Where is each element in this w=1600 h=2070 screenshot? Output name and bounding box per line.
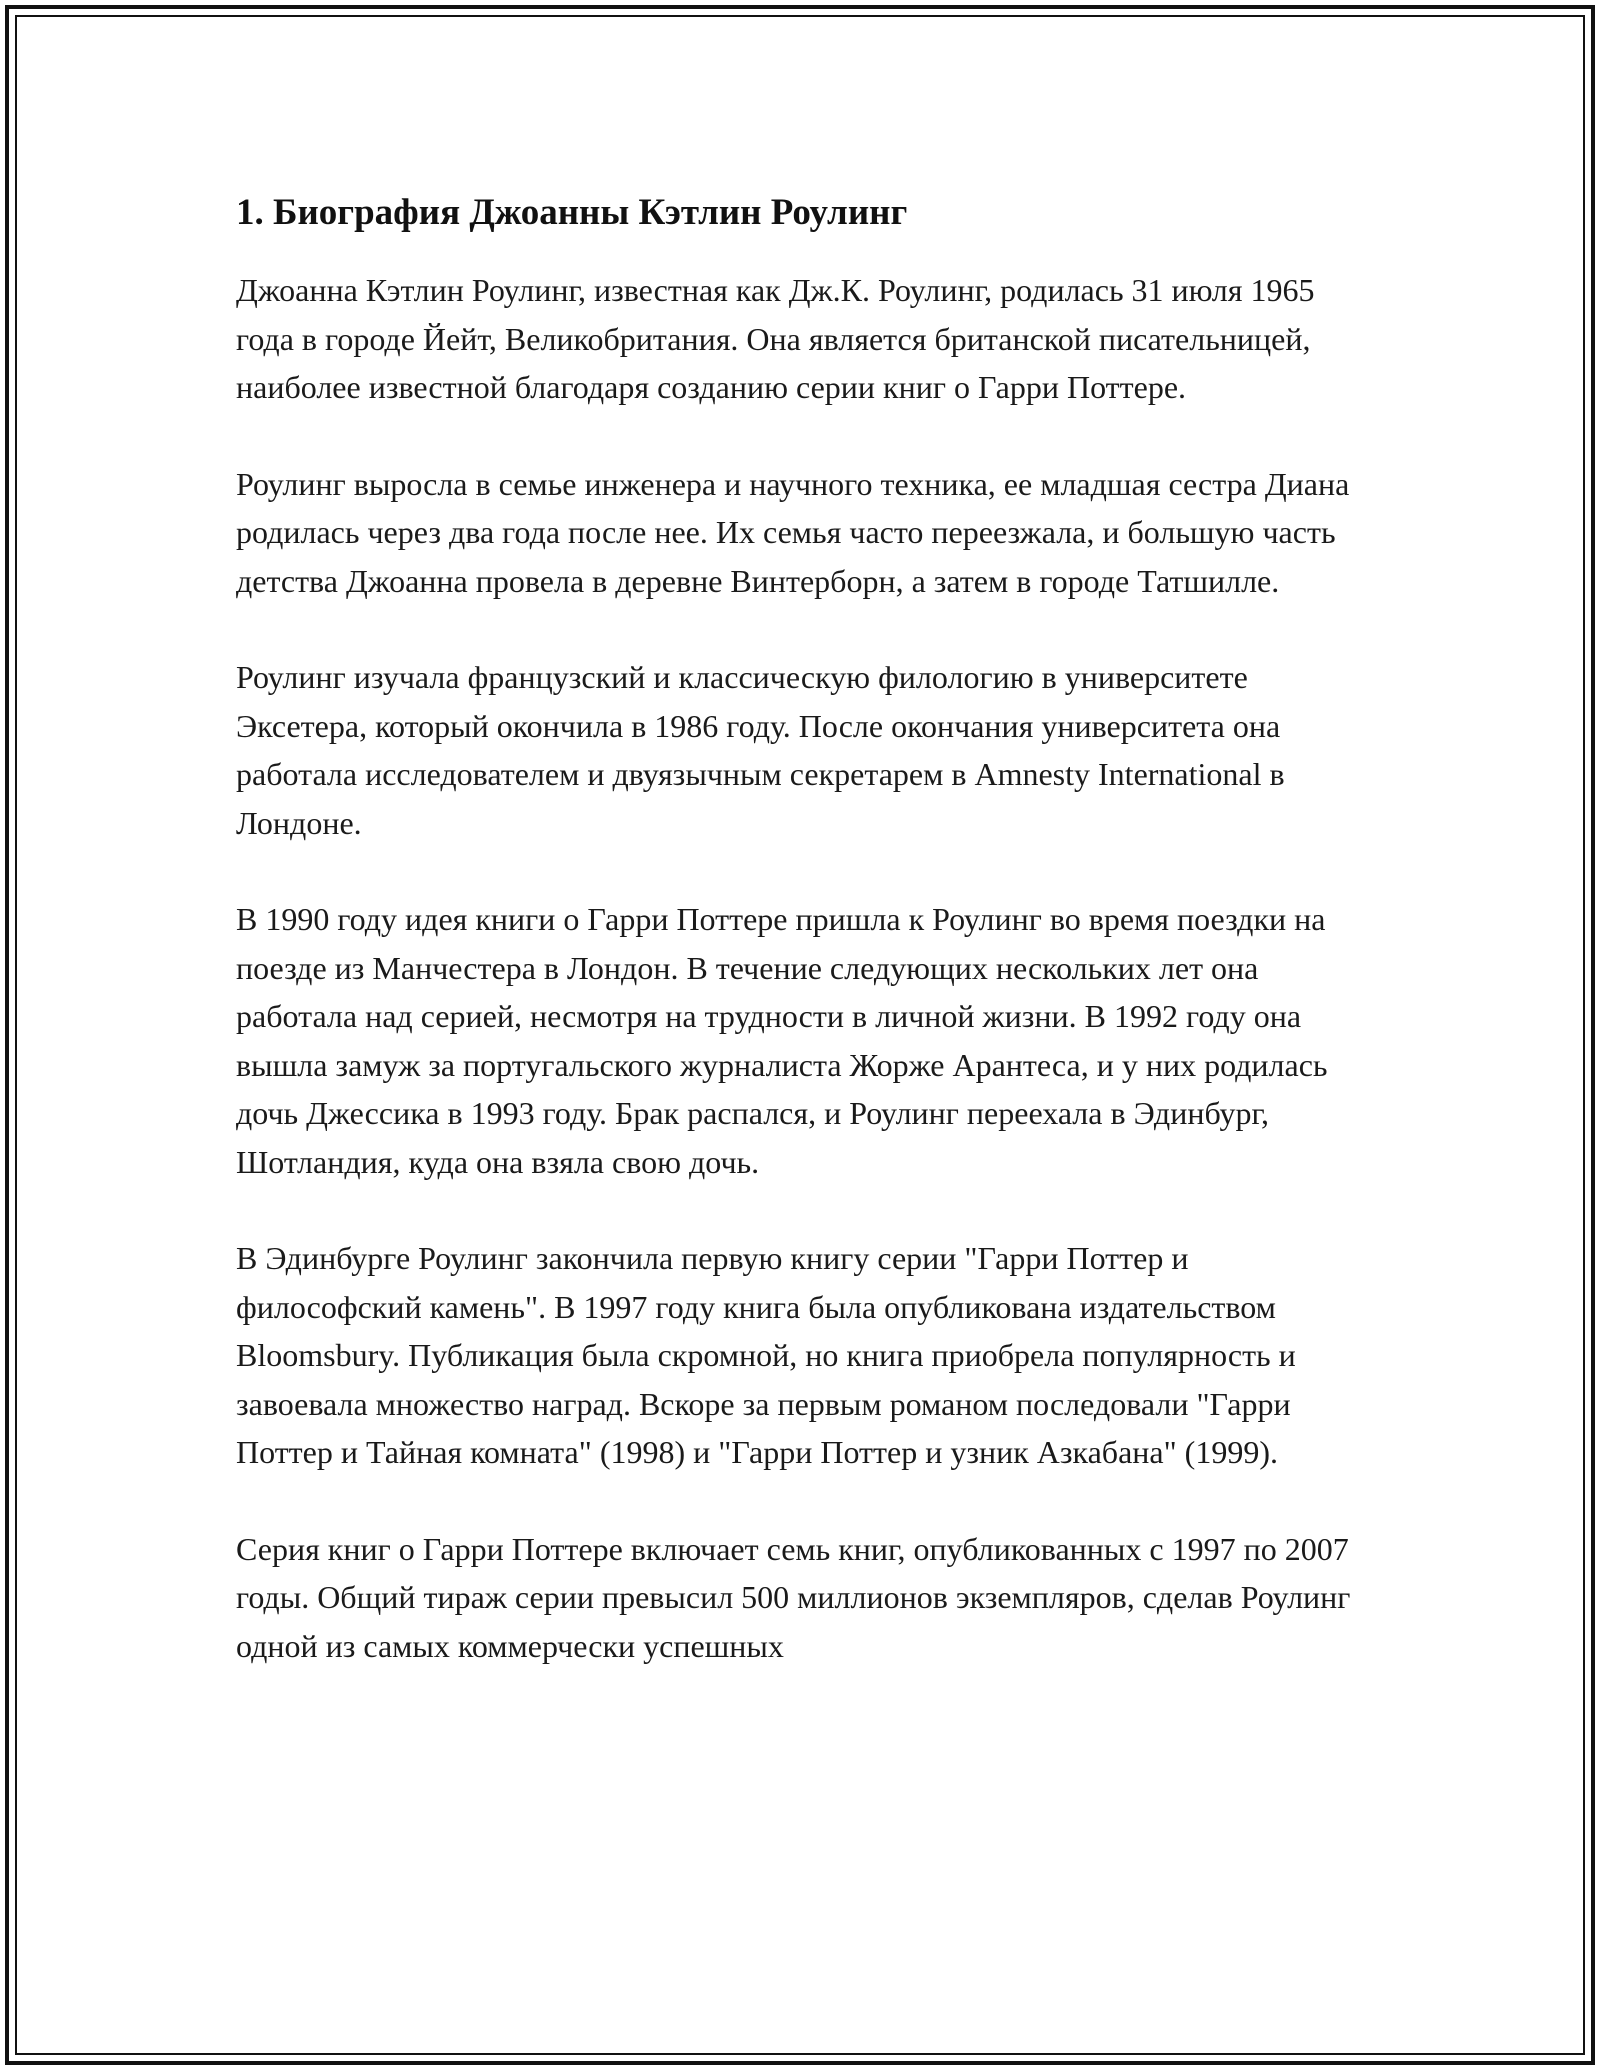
paragraph-idea: В 1990 году идея книги о Гарри Поттере пришла к Роулинг во время поездки на поезде из Манчестера в Лондон. В течение следующих нескольких лет она работала над серией, несмотря на трудности в личной жизни. В 1992 году она вышла замуж за португальского журналиста Жорже Арантеса, и у них родилась дочь Джессика в 1993 году. Брак распался, и Роулинг переехала в Эдинбург, Шотландия, куда она взяла свою дочь.: [236, 901, 1328, 1180]
section-heading: 1. Биография Джоанны Кэтлин Роулинг: [236, 192, 908, 233]
paragraph-birth: Джоанна Кэтлин Роулинг, известная как Дж.К. Роулинг, родилась 31 июля 1965 года в городе Йейт, Великобритания. Она является британской писательницей, наиболее известной благодаря созданию серии книг о Гарри Поттере.: [236, 272, 1315, 405]
paragraph-childhood: Роулинг выросла в семье инженера и научного техника, ее младшая сестра Диана родилась через два года после нее. Их семья часто переезжала, и большую часть детства Джоанна провела в деревне Винтерборн, а затем в городе Татшилле.: [236, 465, 1350, 599]
paragraph-publication: В Эдинбурге Роулинг закончила первую книгу серии "Гарри Поттер и философский камень". В 1997 году книга была опубликована издательством Bloomsbury. Публикация была скромной, но книга приобрела популярность и завоевала множество наград. Вскоре за первым романом последовали "Гарри Поттер и Тайная комната" (1998) и "Гарри Поттер и узник Азкабана" (1999).: [236, 1240, 1296, 1470]
paragraph-education: Роулинг изучала французский и классическую филологию в университете Эксетера, который окончила в 1986 году. После окончания университета она работала исследователем и двуязычным секретарем в Amnesty International в Лондоне.: [236, 659, 1285, 841]
paragraph-series: Серия книг о Гарри Поттере включает семь книг, опубликованных с 1997 по 2007 годы. Общий тираж серии превысил 500 миллионов экземпляров, сделав Роулинг одной из самых коммерчески успешных: [236, 1530, 1351, 1664]
document-body: [236, 186, 1376, 1718]
